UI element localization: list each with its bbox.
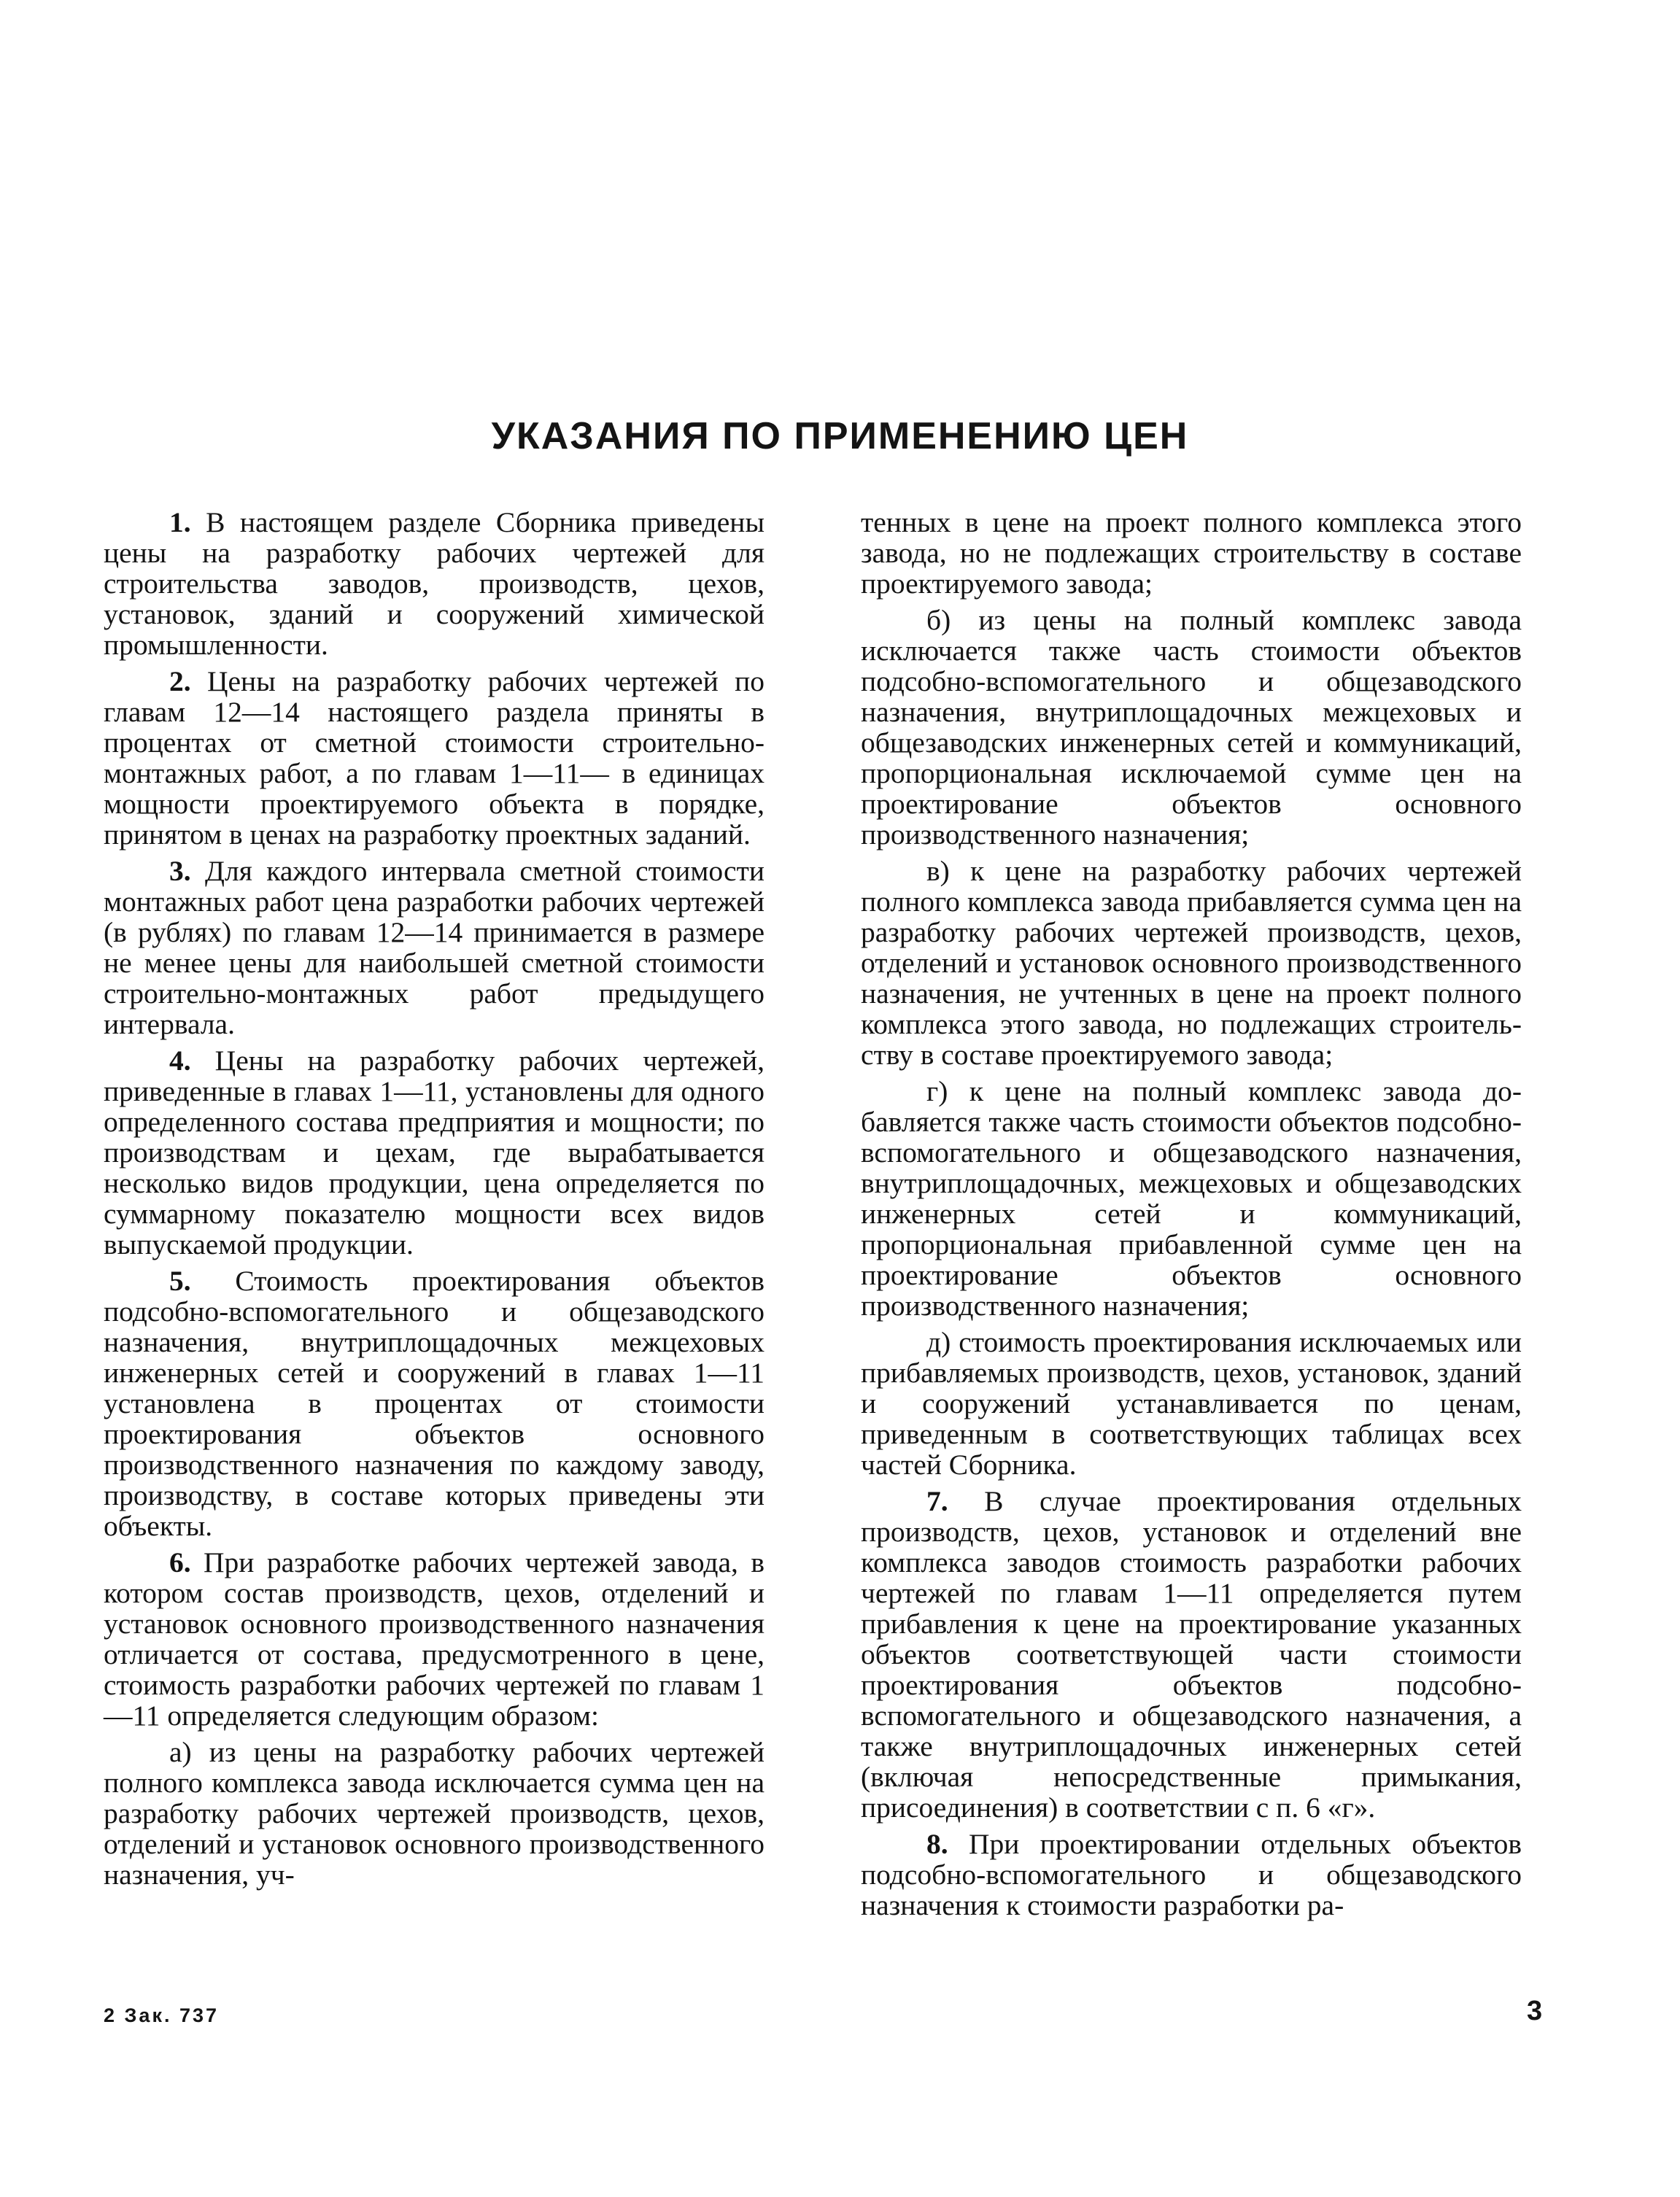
- paragraph-number: 3.: [169, 855, 191, 887]
- paragraph-6: [104, 1547, 764, 1731]
- paragraph-number: 5.: [169, 1265, 191, 1297]
- subparagraph-v: в) к цене на разработку рабочих чертежей полного комплекса завода прибавляется сумма цен на разработку рабочих чертежей производств, цехов, отделений и установок основного производственного назначения, не учтенных в цене на проект полного комплекса этого завода, но подлежащих строительству в составе проектируемого завода;: [861, 855, 1522, 1071]
- paragraph-text: При проектировании отдельных объектов подсобно-вспомогательного и общезаводского назначения к стоимости разработки ра-: [861, 1828, 1522, 1921]
- subparagraph-b: б) из цены на полный комплекс завода исключается также часть стоимости объектов подсобно-вспомогательного и общезаводского назначения, внутриплощадочных межцеховых и общезаводских инженерных сетей и коммуникаций, пропорциональная исключаемой сумме цен на проектирование объектов основного производственного назначения;: [861, 604, 1522, 850]
- paragraph-2: [104, 666, 764, 850]
- paragraph-number: 1.: [169, 506, 191, 538]
- paragraph-number: 6.: [169, 1546, 191, 1578]
- printer-signature: 2 Зак. 737: [104, 2004, 220, 2026]
- paragraph-number: 8.: [926, 1828, 948, 1860]
- paragraph-text: В настоящем разделе Сборника приведены цены на разработку рабочих чертежей для строительства заводов, производств, цехов, установок, зданий и сооружений химической промышленности.: [104, 506, 764, 661]
- paragraph-number: 2.: [169, 665, 191, 697]
- paragraph-3: [104, 856, 764, 1039]
- subparagraph-g: г) к цене на полный комплекс завода добавляется также часть стоимости объектов подсобно-вспомогательного и общезаводского назначения, внутриплощадочных, межцеховых и общезаводских инженерных сетей и коммуникаций, пропорциональная прибавленной сумме цен на проектирование объектов основного производственного назначения;: [861, 1075, 1522, 1322]
- paragraph-7: [861, 1486, 1522, 1823]
- paragraph-4: [104, 1045, 764, 1260]
- left-column: [104, 507, 764, 1896]
- paragraph-text: Цены на разработку рабочих чертежей, приведенные в главах 1—11, установлены для одного определенного состава предприятия и мощности; по производствам и цехам, где вырабатывается несколько видов продукции, цена определяется по суммарному показателю мощности всех видов выпускаемой продукции.: [104, 1045, 764, 1260]
- paragraph-number: 7.: [926, 1485, 948, 1517]
- paragraph-text: Для каждого интервала сметной стоимости монтажных работ цена разработки рабочих чертежей (в рублях) по главам 12—14 принимается в размере не менее цены для наибольшей сметной стоимости строительно-монтажных работ предыдущего интервала.: [104, 855, 764, 1040]
- page-number: 3: [1527, 1996, 1543, 2026]
- paragraph-number: 4.: [169, 1045, 191, 1077]
- paragraph-1: [104, 507, 764, 660]
- paragraph-text: Стоимость проектирования объектов подсобно-вспомогательного и общезаводского назначения, внутриплощадочных межцеховых инженерных сетей и сооружений в главах 1—11 установлена в процентах от стоимости проектирования объектов основного производственного назначения по каждому заводу, производству, в составе которых приведены эти объекты.: [104, 1265, 764, 1542]
- paragraph-text: Цены на разработку рабочих чертежей по главам 12—14 настоящего раздела приняты в процентах от сметной стоимости строительно-монтажных работ, а по главам 1—11— в единицах мощности проектируемого объекта в порядке, принятом в ценах на разработку проектных заданий.: [104, 665, 764, 850]
- paragraph-8: [861, 1829, 1522, 1921]
- subparagraph-a-continued: тенных в цене на проект полного комплекса этого завода, но не подлежащих строительству в составе проектируемого завода;: [861, 506, 1522, 600]
- subparagraph-d: д) стоимость проектирования исключаемых или прибавляемых производств, цехов, установок, зданий и сооружений устанавливается по ценам, приведенным в соответствующих таблицах всех частей Сборника.: [861, 1326, 1522, 1481]
- paragraph-text: В случае проектирования отдельных производств, цехов, установок и отделений вне комплекса заводов стоимость разработки рабочих чертежей по главам 1—11 определяется путем прибавления к цене на проектирование указанных объектов соответствующей части стоимости проектирования объектов подсобно-вспомогательного и общезаводского назначения, а также внутриплощадочных инженерных сетей (включая непосредственные примыкания, присоединения) в соответствии с п. 6 «г».: [861, 1485, 1522, 1824]
- right-column: [861, 507, 1522, 1926]
- page-title: УКАЗАНИЯ ПО ПРИМЕНЕНИЮ ЦЕН: [491, 415, 1189, 457]
- subparagraph-a: а) из цены на разработку рабочих чертежей полного комплекса завода исключается сумма цен на разработку рабочих чертежей производств, цехов, отделений и установок основного производственного назначения, уч-: [104, 1736, 764, 1891]
- paragraph-5: [104, 1266, 764, 1541]
- paragraph-text: При разработке рабочих чертежей завода, в котором состав производств, цехов, отделений и установок основного производственного назначения отличается от состава, предусмотренного в цене, стоимость разработки рабочих чертежей по главам 1—11 определяется следующим образом:: [104, 1546, 764, 1732]
